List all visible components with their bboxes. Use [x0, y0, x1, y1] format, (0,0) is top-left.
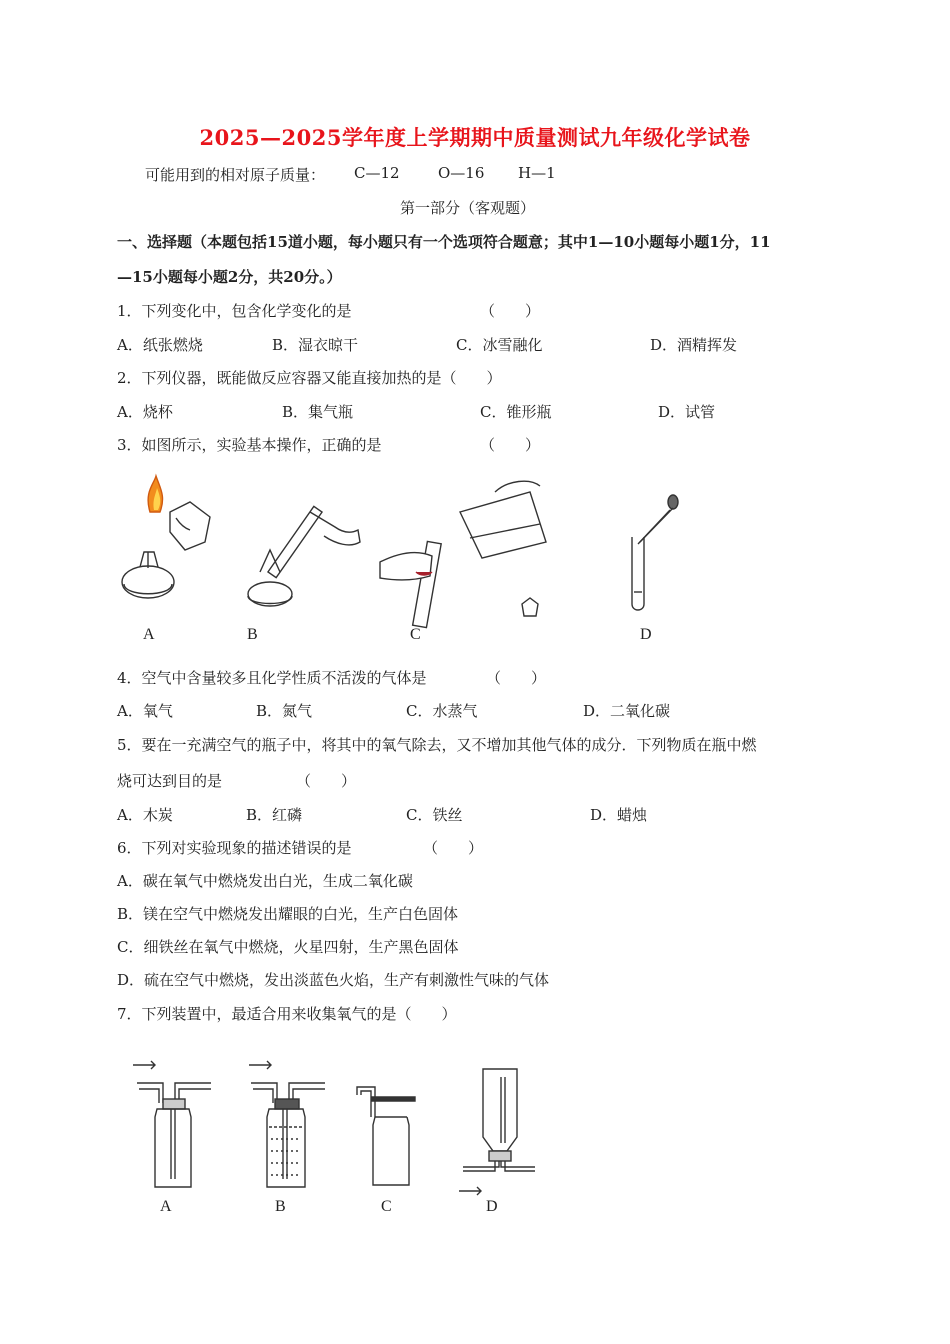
q2-option-d: D．试管 — [658, 403, 716, 421]
q4-stem: 4．空气中含量较多且化学性质不活泼的气体是 — [117, 669, 427, 687]
q7-label-a: A — [160, 1198, 172, 1215]
q3-figure-d-dropper — [632, 495, 678, 610]
part-heading: 第一部分（客观题） — [400, 199, 536, 217]
q6-stem: 6．下列对实验现象的描述错误的是 — [117, 839, 352, 857]
q6-option-c: C．细铁丝在氧气中燃烧，火星四射，生产黑色固体 — [117, 938, 459, 956]
q6-answer-paren: （ ） — [423, 839, 484, 857]
q7-label-d: D — [486, 1198, 498, 1215]
q4-option-a: A．氧气 — [117, 702, 173, 720]
q3-stem: 3．如图所示，实验基本操作，正确的是 — [117, 436, 382, 454]
q6-option-a: A．碳在氧气中燃烧发出白光，生成二氧化碳 — [117, 872, 413, 890]
q1-option-a: A．纸张燃烧 — [117, 336, 203, 354]
q1-stem: 1．下列变化中，包含化学变化的是 — [117, 302, 352, 320]
q4-option-b: B．氮气 — [256, 702, 313, 720]
q7-figure-d-inverted-bottle — [459, 1069, 535, 1195]
q7-figure-b-bottle-water — [249, 1061, 325, 1187]
q2-option-b: B．集气瓶 — [282, 403, 354, 421]
exam-title: 2025—2025学年度上学期期中质量测试九年级化学试卷 — [199, 125, 751, 150]
atomic-mass-label: 可能用到的相对原子质量： — [145, 166, 326, 184]
q2-option-a: A．烧杯 — [117, 403, 173, 421]
q5-stem-line2: 烧可达到目的是 — [117, 772, 223, 790]
q3-label-b: B — [247, 626, 258, 643]
q3-label-c: C — [410, 626, 421, 643]
q3-figure — [110, 472, 710, 652]
q5-option-b: B．红磷 — [246, 806, 303, 824]
q7-label-c: C — [381, 1198, 392, 1215]
q1-option-d: D．酒精挥发 — [650, 336, 738, 354]
q4-option-d: D．二氧化碳 — [583, 702, 671, 720]
q7-label-b: B — [275, 1198, 286, 1215]
q6-option-b: B．镁在空气中燃烧发出耀眼的白光，生产白色固体 — [117, 905, 459, 923]
atomic-mass-h: H—1 — [518, 164, 556, 182]
q2-option-c: C．锥形瓶 — [480, 403, 552, 421]
q3-figure-c-pouring — [380, 481, 546, 627]
section-heading-line2: —15小题每小题2分，共20分。） — [117, 268, 342, 286]
q6-option-d: D．硫在空气中燃烧，发出淡蓝色火焰，生产有刺激性气味的气体 — [117, 971, 550, 989]
q2-stem: 2．下列仪器，既能做反应容器又能直接加热的是（ ） — [117, 369, 502, 387]
q5-option-c: C．铁丝 — [406, 806, 463, 824]
q5-answer-paren: （ ） — [296, 772, 357, 790]
q5-option-d: D．蜡烛 — [590, 806, 648, 824]
q3-figure-a-alcohol-lamps — [122, 476, 210, 598]
q5-option-a: A．木炭 — [117, 806, 173, 824]
atomic-mass-c: C—12 — [354, 164, 400, 182]
q7-figure — [125, 1055, 545, 1205]
q3-label-d: D — [640, 626, 652, 643]
atomic-mass-o: O—16 — [438, 164, 485, 182]
q3-label-a: A — [143, 626, 155, 643]
q1-option-b: B．湿衣晾干 — [272, 336, 359, 354]
q7-figure-a-bottle — [133, 1061, 211, 1187]
q3-answer-paren: （ ） — [480, 436, 541, 454]
q5-stem-line1: 5．要在一充满空气的瓶子中，将其中的氧气除去，又不增加其他气体的成分．下列物质在瓶中燃 — [117, 736, 757, 754]
q1-answer-paren: （ ） — [480, 302, 541, 320]
q7-figure-c-bottle — [357, 1087, 415, 1185]
section-heading-line1: 一、选择题（本题包括15道小题，每小题只有一个选项符合题意；其中1—10小题每小题1分，11 — [117, 233, 771, 251]
q3-figure-b-heating-tube — [248, 506, 360, 606]
q1-option-c: C．冰雪融化 — [456, 336, 543, 354]
q4-answer-paren: （ ） — [486, 669, 547, 687]
q7-stem: 7．下列装置中，最适合用来收集氧气的是（ ） — [117, 1005, 457, 1023]
q4-option-c: C．水蒸气 — [406, 702, 478, 720]
